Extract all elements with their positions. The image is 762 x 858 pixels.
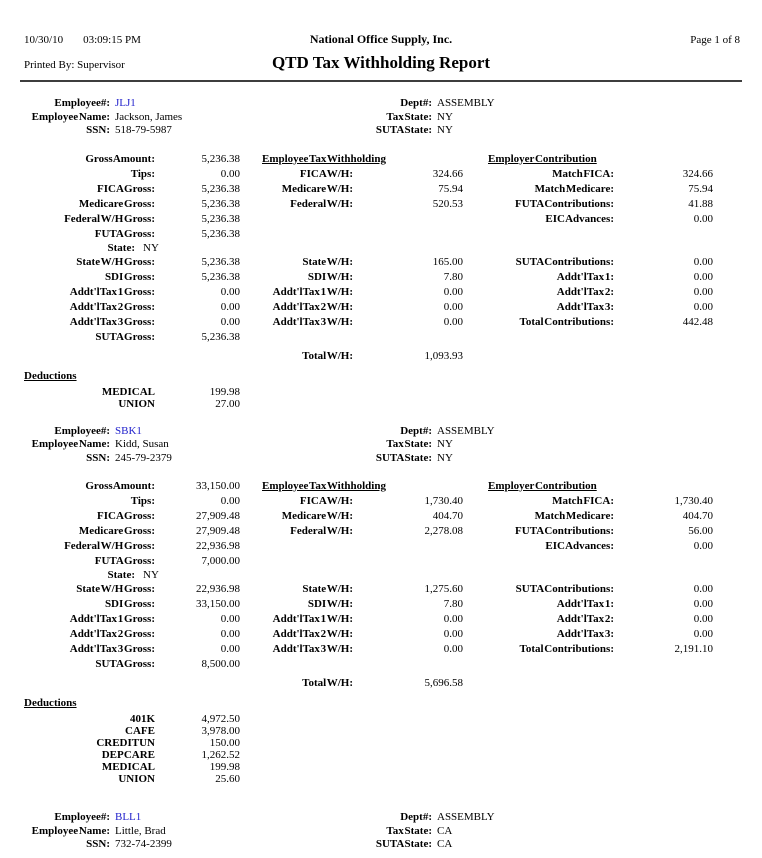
report-row — [0, 627, 762, 642]
addtl-tax3-wh-label: Addt'lTax 3 W/H: — [272, 643, 353, 655]
tips-label: Tips: — [130, 495, 155, 507]
sdi-wh-value: 7.80 — [443, 270, 463, 283]
addtl-tax1-wh-label: Addt'lTax 1 W/H: — [272, 613, 353, 625]
futa-contributions-label: FUTA Contributions: — [515, 525, 614, 537]
sdi-gross-value: 5,236.38 — [201, 270, 240, 283]
report-time: 03:09:15 PM — [83, 34, 141, 46]
addtl-tax1-gross-value: 0.00 — [220, 285, 240, 298]
report-row — [0, 676, 762, 691]
suta-contributions-label: SUTA Contributions: — [515, 583, 614, 595]
report-row — [0, 494, 762, 509]
report-row — [0, 270, 762, 285]
employee-block — [0, 97, 762, 410]
empty-cell — [614, 227, 713, 242]
employee-id-link[interactable]: SBK1 — [115, 424, 142, 437]
name-value: Kidd, Susan — [115, 438, 169, 450]
tips-value: 0.00 — [220, 495, 240, 507]
addtl-tax3-wh-value: 0.00 — [443, 315, 463, 328]
federal-wh-gross-label: Federal W/H Gross: — [64, 540, 155, 552]
empty-cell — [463, 657, 614, 672]
addtl-tax1-wh-label: Addt'lTax 1 W/H: — [272, 285, 353, 298]
deduction-amount: 3,978.00 — [201, 725, 240, 737]
addtl-tax2-gross-label: Addt'lTax 2 Gross: — [69, 300, 155, 313]
employee-block — [0, 425, 762, 786]
suta-state-label: SUTA State: — [375, 838, 432, 850]
ssn-value: 245-79-2379 — [115, 451, 172, 464]
employee-no-label: Employee#: — [54, 424, 110, 437]
addtl-tax2-wh-value: 0.00 — [443, 628, 463, 640]
addtl-tax1-wh-value: 0.00 — [443, 613, 463, 625]
printed-by-label: Printed By: — [24, 59, 75, 71]
empty-cell — [614, 657, 713, 672]
total-contributions-label: Total Contributions: — [519, 315, 614, 328]
total-contributions-label: Total Contributions: — [519, 643, 614, 655]
fica-wh-label: FICA W/H: — [299, 495, 353, 507]
fica-wh-value: 1,730.40 — [424, 495, 463, 507]
deduction-amount: 25.60 — [215, 773, 240, 785]
name-value: Jackson, James — [115, 110, 183, 123]
deduction-row — [0, 725, 762, 737]
empty-cell — [240, 330, 353, 345]
fica-gross-label: FICA Gross: — [97, 510, 155, 522]
employee-block — [0, 811, 762, 852]
ssn-label: SSN: — [86, 838, 110, 850]
withholding-section — [0, 479, 762, 691]
empty-cell — [353, 657, 463, 672]
suta-contributions-value: 0.00 — [693, 255, 713, 268]
addtl-tax2-value: 0.00 — [693, 613, 713, 625]
federal-wh-gross-label: Federal W/H Gross: — [64, 212, 155, 225]
futa-contributions-label: FUTA Contributions: — [515, 197, 614, 210]
dept-label: Dept#: — [400, 811, 432, 823]
addtl-tax3-label: Addt'lTax 3: — [556, 628, 614, 640]
report-row — [0, 152, 762, 167]
withholding-section — [0, 152, 762, 364]
fica-gross-label: FICA Gross: — [97, 182, 155, 195]
empty-cell — [0, 349, 155, 364]
deduction-name: DEP CARE — [101, 749, 155, 761]
state-wh-value: 1,275.60 — [424, 583, 463, 595]
report-row — [0, 539, 762, 554]
empty-cell — [614, 349, 713, 364]
deduction-name: CAFE — [125, 725, 155, 737]
addtl-tax2-label: Addt'lTax 2: — [556, 613, 614, 625]
tax-state-label: Tax State: — [386, 824, 432, 837]
employee-id-link[interactable]: JLJ1 — [115, 97, 136, 109]
deduction-row — [0, 737, 762, 749]
deduction-name: UNION — [118, 773, 155, 785]
deduction-row — [0, 713, 762, 725]
addtl-tax3-value: 0.00 — [693, 628, 713, 640]
total-wh-value: 5,696.58 — [424, 677, 463, 689]
employee-info-row — [0, 825, 762, 839]
match-fica-label: Match FICA: — [552, 495, 614, 507]
deduction-amount: 199.98 — [209, 761, 240, 773]
deduction-name: UNION — [118, 397, 155, 410]
empty-cell — [155, 676, 240, 691]
fica-wh-value: 324.66 — [432, 167, 463, 180]
tax-state-value: NY — [437, 110, 453, 123]
empty-cell — [353, 539, 463, 554]
header-divider — [20, 80, 742, 82]
deduction-row — [0, 761, 762, 773]
ssn-value: 518-79-5987 — [115, 124, 172, 136]
addtl-tax1-label: Addt'lTax 1: — [556, 270, 614, 283]
addtl-tax2-gross-value: 0.00 — [220, 300, 240, 313]
dept-label: Dept#: — [400, 424, 432, 437]
header-row-2 — [0, 51, 762, 73]
report-row — [0, 182, 762, 197]
report-row — [0, 582, 762, 597]
addtl-tax2-label: Addt'lTax 2: — [556, 285, 614, 298]
addtl-tax3-gross-value: 0.00 — [220, 315, 240, 328]
total-wh-label: Total W/H: — [302, 677, 353, 689]
deduction-amount: 4,972.50 — [201, 713, 240, 725]
federal-wh-label: Federal W/H: — [290, 525, 353, 537]
report-row — [0, 349, 762, 364]
employee-name-label: Employee Name: — [31, 438, 110, 450]
empty-cell — [353, 212, 463, 227]
suta-state-label: SUTA State: — [375, 124, 432, 136]
state-value: NY — [143, 241, 159, 254]
employee-no-label: Employee#: — [54, 811, 110, 823]
suta-state-value: NY — [437, 124, 453, 136]
employee-tax-withholding-header: Employee Tax Withholding — [262, 152, 386, 165]
suta-state-value: CA — [437, 838, 453, 850]
report-row — [0, 597, 762, 612]
report-row — [0, 657, 762, 672]
state-value: NY — [143, 569, 159, 581]
deduction-row — [0, 773, 762, 785]
dept-value: ASSEMBLY — [437, 811, 495, 823]
employee-info-row — [0, 124, 762, 138]
employee-info-row — [0, 111, 762, 125]
medicare-gross-label: Medicare Gross: — [78, 197, 155, 210]
empty-cell — [240, 227, 353, 242]
futa-contributions-value: 41.88 — [688, 197, 713, 210]
employee-info-row — [0, 452, 762, 466]
empty-cell — [240, 657, 353, 672]
state-label: State: — [107, 569, 135, 581]
federal-wh-value: 520.53 — [432, 197, 463, 210]
name-value: Little, Brad — [115, 824, 166, 837]
dept-value: ASSEMBLY — [437, 97, 495, 109]
header-row-1 — [0, 32, 762, 47]
empty-cell — [463, 349, 614, 364]
addtl-tax1-wh-value: 0.00 — [443, 285, 463, 298]
addtl-tax1-value: 0.00 — [693, 270, 713, 283]
report-title: QTD Tax Withholding Report — [271, 53, 491, 72]
federal-wh-gross-value: 22,936.98 — [196, 540, 240, 552]
tips-label: Tips: — [130, 167, 155, 180]
match-medicare-label: Match Medicare: — [534, 182, 614, 195]
report-row — [0, 227, 762, 242]
suta-state-value: NY — [437, 451, 453, 464]
fica-gross-value: 5,236.38 — [201, 182, 240, 195]
deduction-name: MEDICAL — [101, 385, 155, 398]
deduction-row — [0, 386, 762, 398]
addtl-tax1-gross-value: 0.00 — [220, 613, 240, 625]
employee-name-label: Employee Name: — [31, 110, 110, 123]
report-row — [0, 315, 762, 330]
printed-by-value: Supervisor — [77, 59, 125, 71]
addtl-tax3-wh-value: 0.00 — [443, 643, 463, 655]
futa-gross-value: 7,000.00 — [201, 555, 240, 567]
state-label: State: — [107, 241, 135, 254]
addtl-tax3-gross-value: 0.00 — [220, 643, 240, 655]
report-row — [0, 554, 762, 569]
report-row — [0, 524, 762, 539]
medicare-wh-label: Medicare W/H: — [281, 510, 353, 522]
deduction-amount: 1,262.52 — [201, 749, 240, 761]
employee-name-label: Employee Name: — [31, 824, 110, 837]
employee-info-row — [0, 811, 762, 825]
company-name: National Office Supply, Inc. — [309, 32, 453, 46]
report-body — [0, 97, 762, 852]
gross-amount-value: 5,236.38 — [201, 152, 240, 165]
ssn-label: SSN: — [86, 451, 110, 464]
empty-cell — [614, 676, 713, 691]
tips-value: 0.00 — [220, 167, 240, 180]
state-wh-label: State W/H: — [302, 583, 353, 595]
tax-state-label: Tax State: — [386, 438, 432, 450]
ssn-value: 732-74-2399 — [115, 838, 172, 850]
match-fica-label: Match FICA: — [552, 167, 614, 180]
sdi-wh-value: 7.80 — [443, 598, 463, 610]
tax-state-value: NY — [437, 438, 453, 450]
suta-gross-value: 8,500.00 — [201, 658, 240, 670]
addtl-tax1-gross-label: Addt'lTax 1 Gross: — [69, 285, 155, 298]
match-medicare-value: 75.94 — [688, 182, 713, 195]
report-row — [0, 509, 762, 524]
report-header — [0, 0, 762, 82]
report-row — [0, 642, 762, 657]
report-row — [0, 612, 762, 627]
report-row — [0, 212, 762, 227]
suta-gross-label: SUTA Gross: — [95, 330, 155, 343]
report-row — [0, 479, 762, 494]
header-left — [0, 34, 310, 46]
dept-label: Dept#: — [400, 97, 432, 109]
report-row — [0, 197, 762, 212]
futa-contributions-value: 56.00 — [688, 525, 713, 537]
addtl-tax1-value: 0.00 — [693, 598, 713, 610]
futa-gross-label: FUTA Gross: — [94, 555, 155, 567]
total-wh-value: 1,093.93 — [424, 349, 463, 362]
printed-by — [0, 59, 272, 71]
addtl-tax3-gross-label: Addt'lTax 3 Gross: — [69, 315, 155, 328]
addtl-tax2-wh-label: Addt'lTax 2 W/H: — [272, 300, 353, 313]
suta-state-label: SUTA State: — [375, 451, 432, 464]
tax-state-value: CA — [437, 824, 453, 837]
state-row — [0, 242, 762, 255]
sdi-gross-label: SDI Gross: — [104, 598, 155, 610]
medicare-gross-value: 27,909.48 — [196, 525, 240, 537]
deductions-header: Deductions — [24, 697, 77, 709]
empty-cell — [0, 676, 155, 691]
addtl-tax2-gross-value: 0.00 — [220, 628, 240, 640]
deduction-amount: 150.00 — [209, 737, 240, 749]
medicare-wh-label: Medicare W/H: — [281, 182, 353, 195]
report-row — [0, 300, 762, 315]
sdi-gross-label: SDI Gross: — [104, 270, 155, 283]
deduction-row — [0, 749, 762, 761]
deduction-amount: 27.00 — [215, 397, 240, 410]
empty-cell — [240, 554, 353, 569]
employee-info-row — [0, 438, 762, 452]
empty-cell — [463, 227, 614, 242]
match-fica-value: 324.66 — [682, 167, 713, 180]
addtl-tax3-value: 0.00 — [693, 300, 713, 313]
suta-gross-value: 5,236.38 — [201, 330, 240, 343]
eic-advances-value: 0.00 — [693, 212, 713, 225]
addtl-tax3-wh-label: Addt'lTax 3 W/H: — [272, 315, 353, 328]
tax-state-label: Tax State: — [386, 110, 432, 123]
eic-advances-value: 0.00 — [693, 540, 713, 552]
empty-cell — [353, 227, 463, 242]
employer-contribution-header: Employer Contribution — [488, 480, 597, 492]
empty-cell — [463, 676, 614, 691]
gross-amount-value: 33,150.00 — [196, 480, 240, 492]
state-wh-gross-value: 22,936.98 — [196, 583, 240, 595]
addtl-tax3-label: Addt'lTax 3: — [556, 300, 614, 313]
fica-gross-value: 27,909.48 — [196, 510, 240, 522]
addtl-tax1-gross-label: Addt'lTax 1 Gross: — [69, 613, 155, 625]
addtl-tax2-value: 0.00 — [693, 285, 713, 298]
state-wh-gross-value: 5,236.38 — [201, 255, 240, 268]
futa-gross-label: FUTA Gross: — [94, 227, 155, 240]
addtl-tax1-label: Addt'lTax 1: — [556, 598, 614, 610]
empty-cell — [353, 554, 463, 569]
report-date: 10/30/10 — [24, 34, 64, 46]
medicare-gross-label: Medicare Gross: — [78, 525, 155, 537]
total-contributions-value: 2,191.10 — [674, 643, 713, 655]
futa-gross-value: 5,236.38 — [201, 227, 240, 240]
deduction-name: MEDICAL — [101, 761, 155, 773]
deduction-row — [0, 398, 762, 410]
fica-wh-label: FICA W/H: — [299, 167, 353, 180]
employee-tax-withholding-header: Employee Tax Withholding — [262, 480, 386, 492]
deductions-header: Deductions — [24, 369, 77, 382]
suta-contributions-label: SUTA Contributions: — [515, 255, 614, 268]
eic-advances-label: EIC Advances: — [545, 540, 614, 552]
federal-wh-value: 2,278.08 — [424, 525, 463, 537]
employee-no-label: Employee#: — [54, 97, 110, 109]
total-contributions-value: 442.48 — [682, 315, 713, 328]
addtl-tax3-gross-label: Addt'lTax 3 Gross: — [69, 643, 155, 655]
employee-id-link[interactable]: BLL1 — [115, 811, 142, 823]
medicare-wh-value: 75.94 — [438, 182, 463, 195]
state-row — [0, 569, 762, 582]
empty-cell — [240, 212, 353, 227]
addtl-tax2-wh-value: 0.00 — [443, 300, 463, 313]
federal-wh-gross-value: 5,236.38 — [201, 212, 240, 225]
empty-cell — [155, 349, 240, 364]
employee-info-row — [0, 97, 762, 111]
sdi-wh-label: SDI W/H: — [307, 270, 353, 283]
deduction-name: 401K — [129, 713, 155, 725]
match-fica-value: 1,730.40 — [674, 495, 713, 507]
state-wh-gross-label: State W/H Gross: — [76, 583, 155, 595]
page-indicator: Page 1 of 8 — [690, 34, 740, 46]
medicare-gross-value: 5,236.38 — [201, 197, 240, 210]
match-medicare-value: 404.70 — [682, 510, 713, 522]
deduction-name: CREDITUN — [96, 737, 155, 749]
employee-info-row — [0, 425, 762, 439]
state-wh-gross-label: State W/H Gross: — [76, 255, 155, 268]
empty-cell — [463, 554, 614, 569]
report-row — [0, 330, 762, 345]
empty-cell — [614, 554, 713, 569]
eic-advances-label: EIC Advances: — [545, 212, 614, 225]
gross-amount-label: Gross Amount: — [85, 480, 155, 492]
employer-contribution-header: Employer Contribution — [488, 152, 597, 165]
employee-info-row — [0, 838, 762, 852]
suta-gross-label: SUTA Gross: — [95, 658, 155, 670]
gross-amount-label: Gross Amount: — [85, 152, 155, 165]
match-medicare-label: Match Medicare: — [534, 510, 614, 522]
medicare-wh-value: 404.70 — [432, 510, 463, 522]
sdi-gross-value: 33,150.00 — [196, 598, 240, 610]
state-wh-label: State W/H: — [302, 255, 353, 268]
addtl-tax2-wh-label: Addt'lTax 2 W/H: — [272, 628, 353, 640]
sdi-wh-label: SDI W/H: — [307, 598, 353, 610]
report-row — [0, 167, 762, 182]
total-wh-label: Total W/H: — [302, 349, 353, 362]
empty-cell — [463, 330, 614, 345]
report-row — [0, 255, 762, 270]
state-wh-value: 165.00 — [432, 255, 463, 268]
ssn-label: SSN: — [86, 124, 110, 136]
empty-cell — [353, 330, 463, 345]
dept-value: ASSEMBLY — [437, 424, 495, 437]
report-row — [0, 285, 762, 300]
suta-contributions-value: 0.00 — [693, 583, 713, 595]
deduction-amount: 199.98 — [209, 385, 240, 398]
addtl-tax2-gross-label: Addt'lTax 2 Gross: — [69, 628, 155, 640]
federal-wh-label: Federal W/H: — [290, 197, 353, 210]
empty-cell — [240, 539, 353, 554]
empty-cell — [614, 330, 713, 345]
